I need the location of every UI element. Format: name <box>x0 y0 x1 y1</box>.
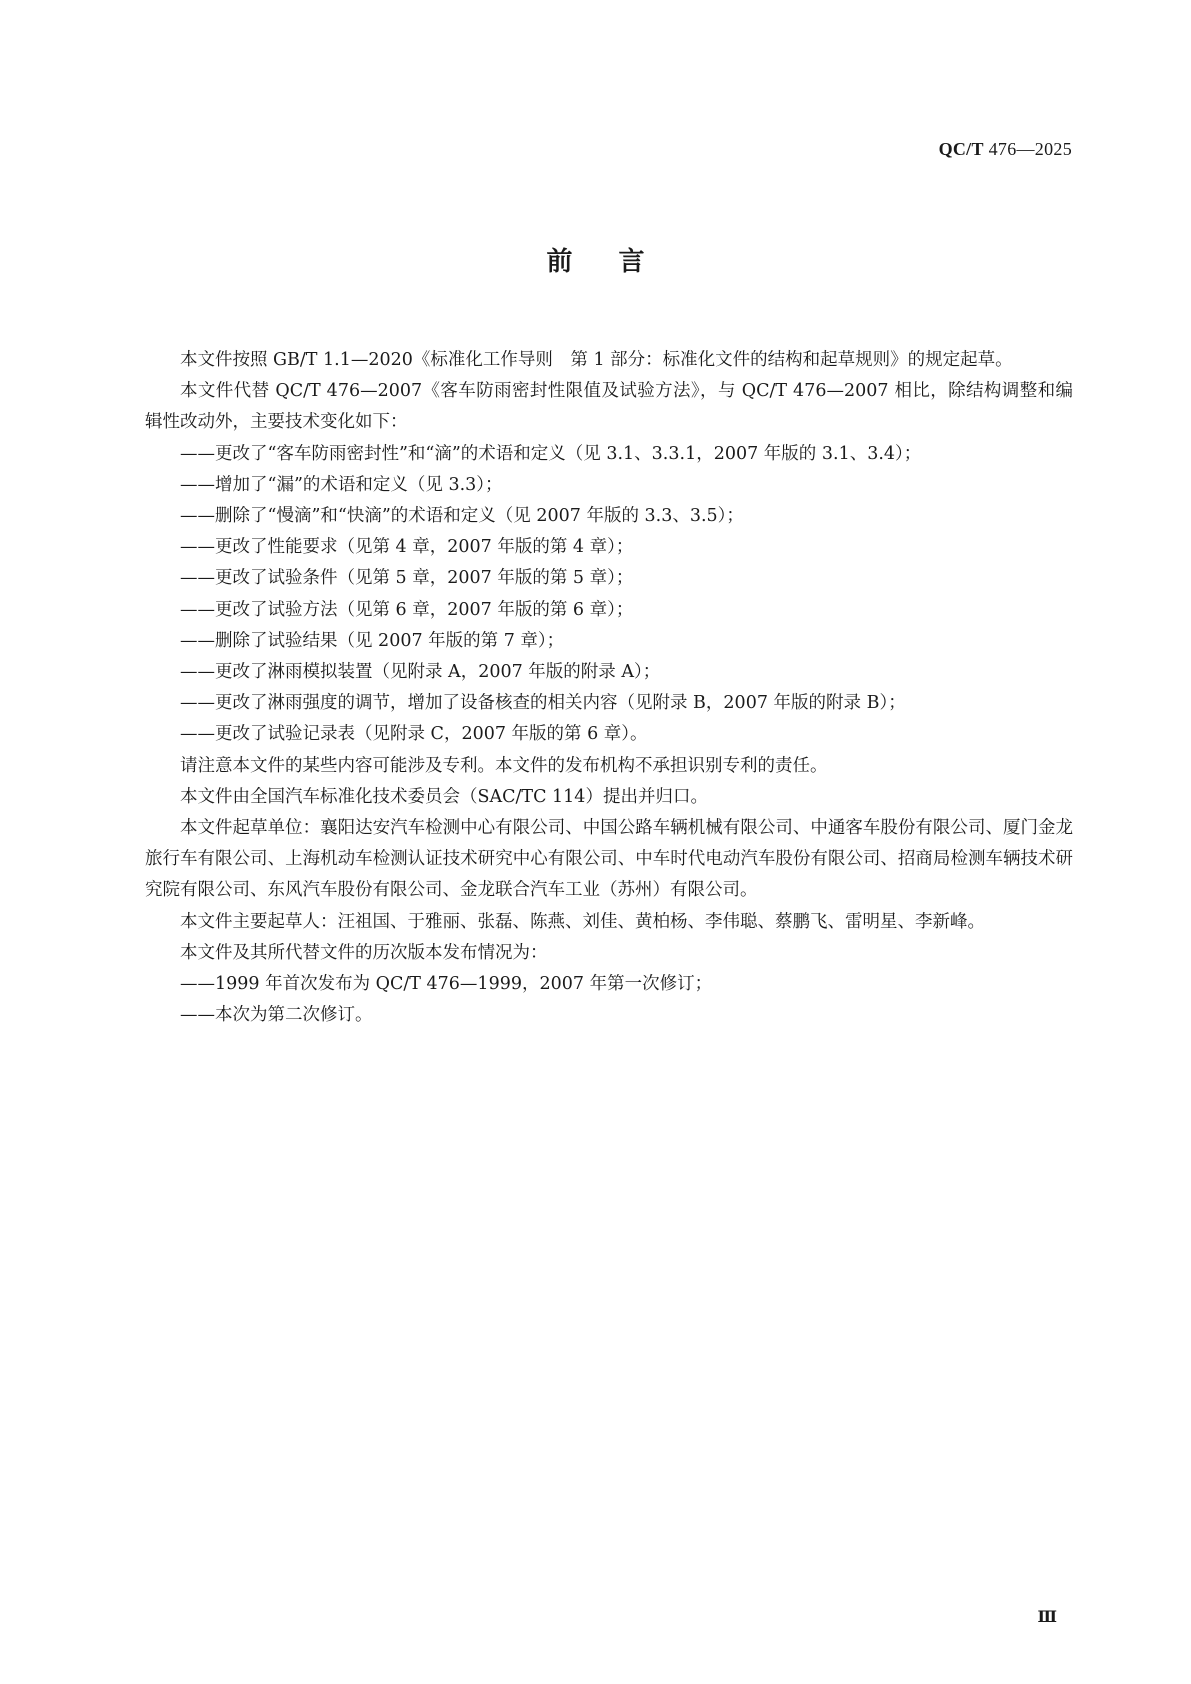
change-item: ——更改了性能要求（见第 4 章，2007 年版的第 4 章）； <box>180 537 634 558</box>
proposer-paragraph: 本文件由全国汽车标准化技术委员会（SAC/TC 114）提出并归口。 <box>180 786 708 807</box>
change-item: ——更改了试验记录表（见附录 C，2007 年版的第 6 章）。 <box>180 724 648 745</box>
change-item: ——更改了试验条件（见第 5 章，2007 年版的第 5 章）； <box>180 568 634 589</box>
standard-code <box>939 139 1072 160</box>
change-item: ——更改了“客车防雨密封性”和“滴”的术语和定义（见 3.1、3.3.1，2007 年版的 3.1、3.4）； <box>180 443 922 464</box>
drafting-basis-paragraph: 本文件按照 GB/T 1.1—2020《标准化工作导则 第 1 部分：标准化文件的结构和起草规则》的规定起草。 <box>180 350 1013 370</box>
history-item: ——1999 年首次发布为 QC/T 476—1999，2007 年第一次修订； <box>180 974 713 995</box>
history-intro: 本文件及其所代替文件的历次版本发布情况为： <box>180 942 548 963</box>
page-number: Ⅲ <box>1037 1607 1057 1626</box>
history-item: ——本次为第二次修订。 <box>180 1005 373 1026</box>
change-item: ——删除了“慢滴”和“快滴”的术语和定义（见 2007 年版的 3.3、3.5）； <box>180 506 744 527</box>
drafting-units-paragraph: 本文件起草单位：襄阳达安汽车检测中心有限公司、中国公路车辆机械有限公司、中通客车股份有限公司、厦门金龙旅行车有限公司、上海机动车检测认证技术研究中心有限公司、中车时代电动汽车股份有限公司、招商局检测车辆技术研究院有限公司、东风汽车股份有限公司、金龙联合汽车工业（苏州）有限公司。 <box>145 818 1073 901</box>
change-item: ——更改了淋雨强度的调节，增加了设备核查的相关内容（见附录 B，2007 年版的附录 B）； <box>180 693 906 714</box>
change-item: ——更改了试验方法（见第 6 章，2007 年版的第 6 章）； <box>180 599 634 620</box>
document-body <box>145 345 1073 1031</box>
standard-code-number: 476—2025 <box>988 139 1072 159</box>
drafters-paragraph: 本文件主要起草人：汪祖国、于雅丽、张磊、陈燕、刘佳、黄柏杨、李伟聪、蔡鹏飞、雷明星、李新峰。 <box>180 911 985 932</box>
replacement-paragraph: 本文件代替 QC/T 476—2007《客车防雨密封性限值及试验方法》，与 QC/T 476—2007 相比，除结构调整和编辑性改动外，主要技术变化如下： <box>145 381 1073 433</box>
patent-notice: 请注意本文件的某些内容可能涉及专利。本文件的发布机构不承担识别专利的责任。 <box>180 755 828 776</box>
change-item: ——更改了淋雨模拟装置（见附录 A，2007 年版的附录 A）； <box>180 662 661 683</box>
change-item: ——增加了“漏”的术语和定义（见 3.3）； <box>180 474 503 495</box>
standard-code-prefix: QC/T <box>938 139 984 159</box>
page-title: 前言 <box>546 247 691 277</box>
change-item: ——删除了试验结果（见 2007 年版的第 7 章）； <box>180 630 565 651</box>
